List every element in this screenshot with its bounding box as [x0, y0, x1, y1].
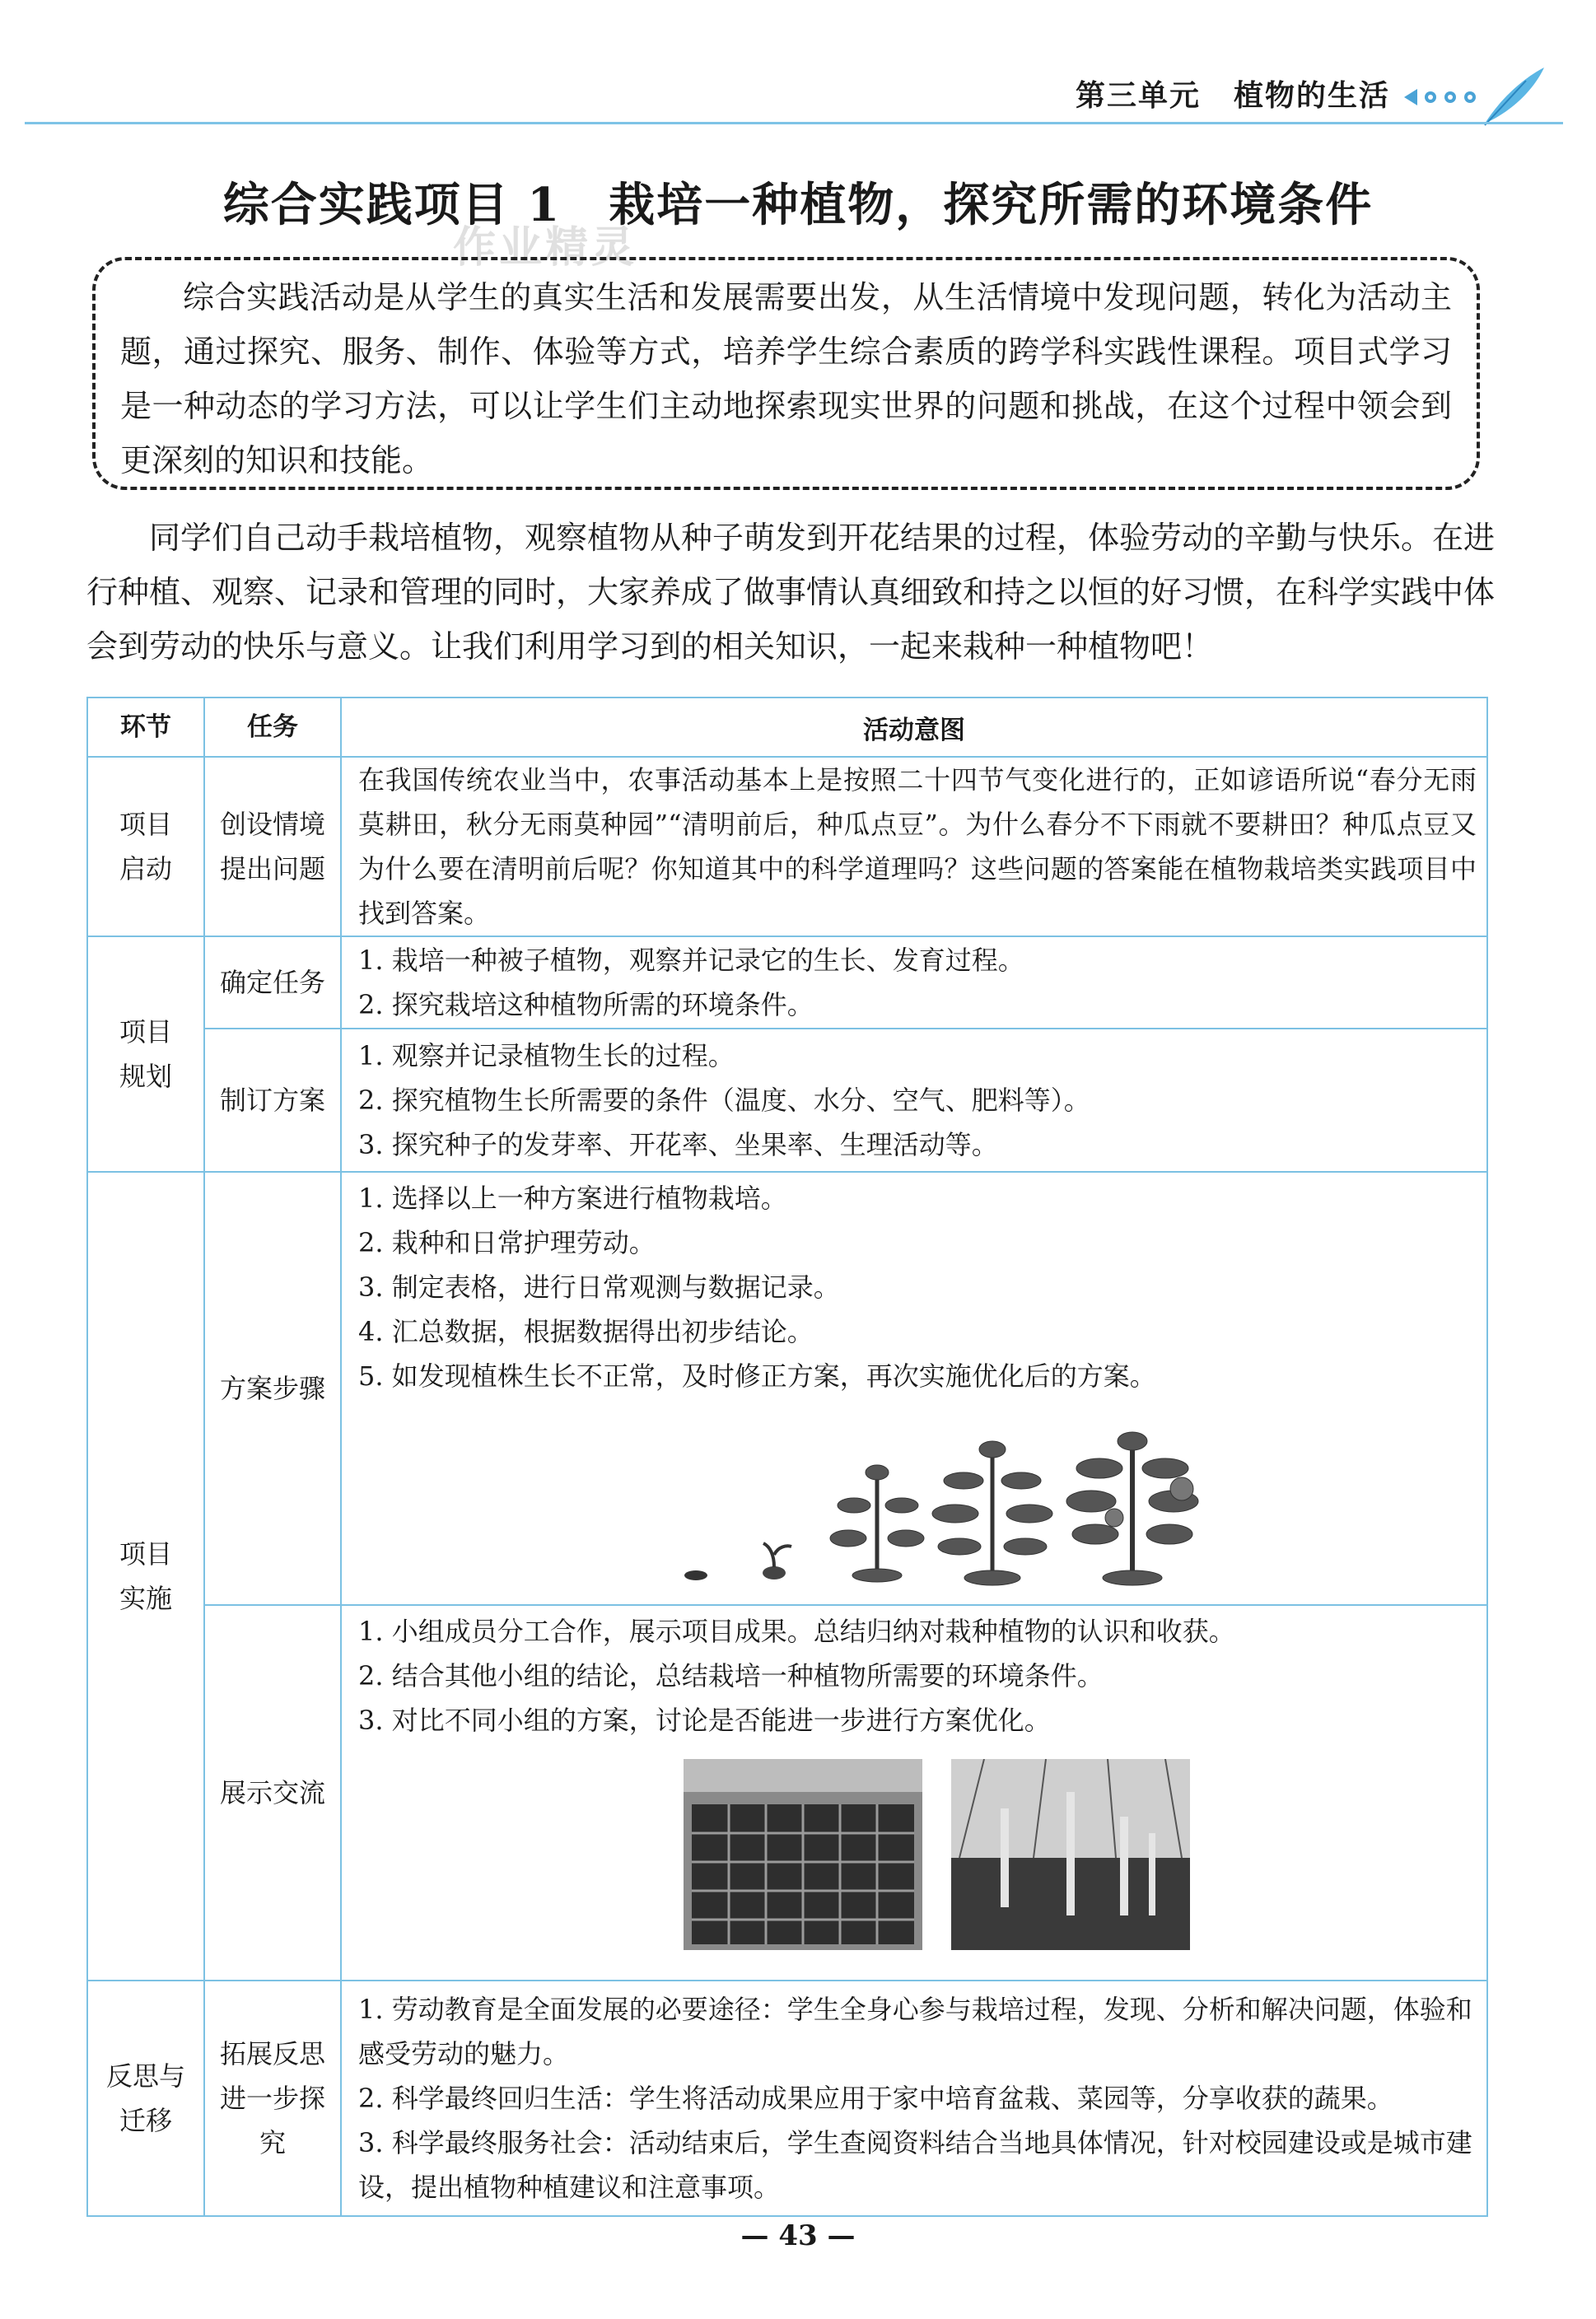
task-cell: 方案步骤 [204, 1172, 341, 1605]
watermark: 作业精灵 [453, 223, 638, 273]
task-cell: 展示交流 [204, 1605, 341, 1981]
table-row [87, 1172, 1487, 1605]
task-cell: 制订方案 [204, 1029, 341, 1172]
page-header [0, 0, 1596, 124]
intent-cell: 1. 小组成员分工合作，展示项目成果。总结归纳对栽种植物的认识和收获。 2. 结合其他小组的结论，总结栽培一种植物所需要的环境条件。 3. 对比不同小组的方案，讨论是否能进一步进行方案优化。 [341, 1605, 1487, 1981]
photo-row [358, 1759, 1477, 1953]
intent-cell: 1. 劳动教育是全面发展的必要途径：学生全身心参与栽培过程，发现、分析和解决问题，体验和感受劳动的魅力。 2. 科学最终回归生活：学生将活动成果应用于家中培育盆栽、菜园等，分享收获的蔬果。 3. 科学最终服务社会：活动结束后，学生查阅资料结合当地具体情况，针对校园建设或是城市建设，提出植物种植建议和注意事项。 [341, 1981, 1487, 2216]
header-title: 第三单元 植物的生活 [1075, 79, 1390, 113]
header-rule [25, 122, 1563, 124]
table-row [87, 936, 1487, 1029]
intent-cell: 1. 栽培一种被子植物，观察并记录它的生长、发育过程。 2. 探究栽培这种植物所需的环境条件。 [341, 936, 1487, 1029]
task-cell: 确定任务 [204, 936, 341, 1029]
table-header-row [87, 698, 1487, 757]
seedling-tray-photo [684, 1759, 922, 1950]
intent-cell: 1. 选择以上一种方案进行植物栽培。 2. 栽种和日常护理劳动。 3. 制定表格，进行日常观测与数据记录。 4. 汇总数据，根据数据得出初步结论。 5. 如发现植株生长不正常，及时修正方案，再次实施优化后的方案。 [341, 1172, 1487, 1605]
stage-cell: 项目 实施 [87, 1172, 204, 1981]
activity-table [86, 697, 1488, 2217]
intent-cell: 在我国传统农业当中，农事活动基本上是按照二十四节气变化进行的，正如谚语所说“春分无雨莫耕田，秋分无雨莫种园”“清明前后，种瓜点豆”。为什么春分不下雨就不要耕田？种瓜点豆又为什么要在清明前后呢？你知道其中的科学道理吗？这些问题的答案能在植物栽培类实践项目中找到答案。 [341, 757, 1487, 936]
intro-text: 综合实践活动是从学生的真实生活和发展需要出发，从生活情境中发现问题，转化为活动主题，通过探究、服务、制作、体验等方式，培养学生综合素质的跨学科实践性课程。项目式学习是一种动态的学习方法，可以让学生们主动地探索现实世界的问题和挑战，在这个过程中领会到更深刻的知识和技能。 [120, 279, 1452, 478]
table-row [87, 1981, 1487, 2216]
plant-growth-illustration [358, 1431, 1477, 1596]
stage-cell: 项目 启动 [87, 757, 204, 936]
header-task: 任务 [204, 698, 341, 757]
task-cell: 拓展反思 进一步探 究 [204, 1981, 341, 2216]
table-row [87, 757, 1487, 936]
table-row [87, 1029, 1487, 1172]
body-paragraph: 同学们自己动手栽培植物，观察植物从种子萌发到开花结果的过程，体验劳动的辛勤与快乐。在进行种植、观察、记录和管理的同时，大家养成了做事情认真细致和持之以恒的好习惯，在科学实践中体会到劳动的快乐与意义。让我们利用学习到的相关知识，一起来栽种一种植物吧！ [86, 520, 1496, 665]
plant-stages-image [671, 1431, 1495, 1596]
page-number: — 43 — [740, 2219, 856, 2252]
header-intent: 活动意图 [341, 698, 1487, 757]
task-cell: 创设情境 提出问题 [204, 757, 341, 936]
header-stage: 环节 [87, 698, 204, 757]
stage-cell: 项目 规划 [87, 936, 204, 1172]
table-row [87, 1605, 1487, 1981]
feather-icon [1402, 64, 1547, 130]
intro-box [92, 257, 1480, 490]
intent-cell: 1. 观察并记录植物生长的过程。 2. 探究植物生长所需要的条件（温度、水分、空气、肥料等）。 3. 探究种子的发芽率、开花率、坐果率、生理活动等。 [341, 1029, 1487, 1172]
page-title: 综合实践项目 1 栽培一种植物，探究所需的环境条件 [222, 178, 1374, 232]
stage-cell: 反思与 迁移 [87, 1981, 204, 2216]
seedling-labels-photo [951, 1759, 1190, 1950]
